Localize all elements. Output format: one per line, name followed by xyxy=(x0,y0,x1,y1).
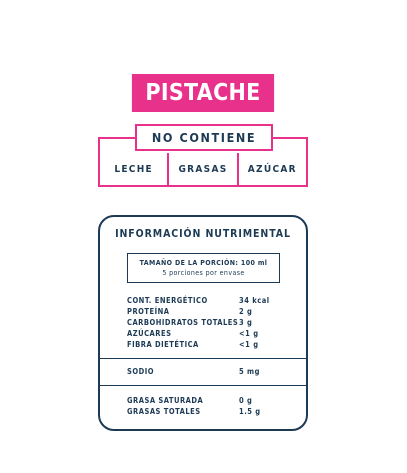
nutrient-row xyxy=(127,295,277,306)
nutrient-row xyxy=(127,339,277,350)
nutrient-value: 0 g xyxy=(239,396,253,405)
product-name: PISTACHE xyxy=(145,80,261,106)
nutrient-value: <1 g xyxy=(239,329,259,338)
no-contiene-item-azucar: AZÚCAR xyxy=(237,153,306,185)
nutrient-value: 34 kcal xyxy=(239,296,270,305)
nutrient-row xyxy=(127,395,277,406)
no-contiene-item-grasas: GRASAS xyxy=(167,153,236,185)
nutrient-label: CARBOHIDRATOS TOTALES xyxy=(127,318,239,327)
nutrition-title: INFORMACIÓN NUTRIMENTAL xyxy=(115,228,291,240)
serving-size: TAMAÑO DE LA PORCIÓN: 100 ml xyxy=(139,259,268,267)
nutrient-value: 2 g xyxy=(239,307,253,316)
divider xyxy=(100,385,306,386)
nutrient-value: 1.5 g xyxy=(239,407,261,416)
nutrient-value: 5 mg xyxy=(239,367,260,376)
nutrient-value: <1 g xyxy=(239,340,259,349)
no-contiene-items xyxy=(100,153,306,185)
nutrient-label: FIBRA DIETÉTICA xyxy=(127,340,199,349)
product-name-badge xyxy=(132,74,274,112)
no-contiene-item-leche: LECHE xyxy=(114,163,153,175)
nutrient-label: SODIO xyxy=(127,367,154,376)
fat-section xyxy=(127,395,277,417)
servings-per-container: 5 porciones por envase xyxy=(162,269,245,277)
nutrient-row xyxy=(127,406,277,417)
nutrient-row xyxy=(127,306,277,317)
nutrient-row xyxy=(127,317,277,328)
nutrient-row xyxy=(127,328,277,339)
nutrient-label: GRASA SATURADA xyxy=(127,396,204,405)
nutrient-value: 3 g xyxy=(239,318,253,327)
divider xyxy=(100,358,306,359)
no-contiene-heading xyxy=(135,124,273,151)
no-contiene-heading-text: NO CONTIENE xyxy=(151,130,257,145)
nutrient-label: AZÚCARES xyxy=(127,329,172,338)
nutrition-panel xyxy=(98,215,308,431)
nutrient-label: PROTEÍNA xyxy=(127,307,170,316)
sodium-section xyxy=(127,366,277,377)
nutrient-row xyxy=(127,366,277,377)
nutrient-label: CONT. ENERGÉTICO xyxy=(127,296,208,305)
nutrient-list xyxy=(127,295,277,350)
serving-info-box xyxy=(127,253,280,283)
nutrient-label: GRASAS TOTALES xyxy=(127,407,201,416)
